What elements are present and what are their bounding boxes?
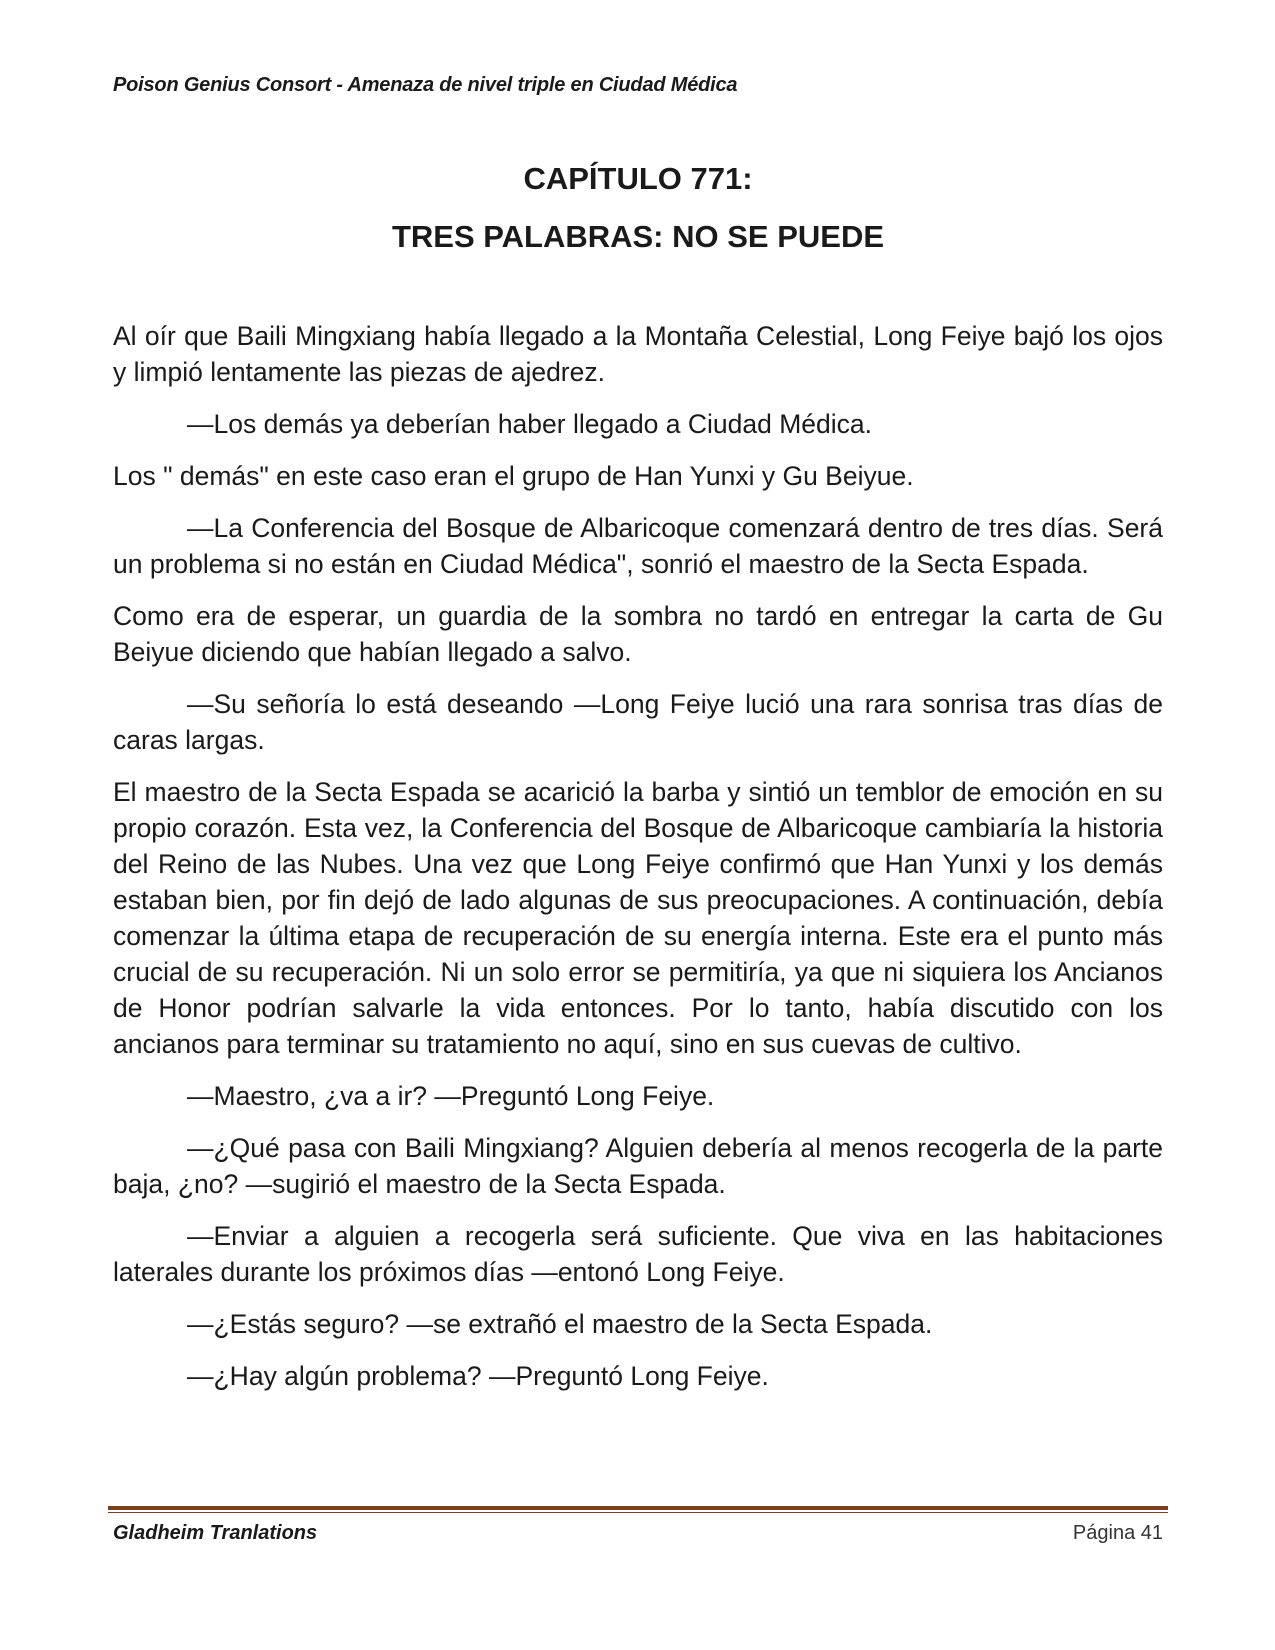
paragraph: —Maestro, ¿va a ir? —Preguntó Long Feiye. — [187, 1081, 715, 1111]
paragraph: —Su señoría lo está deseando —Long Feiye lució una rara sonrisa tras días de caras largas. — [113, 689, 1163, 755]
chapter-body — [113, 318, 1163, 1410]
footer-translator: Gladheim Tranlations — [113, 1522, 318, 1544]
paragraph: —Enviar a alguien a recogerla será suficiente. Que viva en las habitaciones laterales durante los próximos días —entonó Long Feiye. — [113, 1221, 1163, 1287]
paragraph: —¿Estás seguro? —se extrañó el maestro de la Secta Espada. — [187, 1309, 933, 1339]
paragraph: El maestro de la Secta Espada se acarició la barba y sintió un temblor de emoción en su propio corazón. Esta vez, la Conferencia del Bosque de Albaricoque cambiaría la historia del Reino de las Nubes. Una vez que Long Feiye confirmó que Han Yunxi y los demás estaban bien, por fin dejó de lado algunas de sus preocupaciones. A continuación, debía comenzar la última etapa de recuperación de su energía interna. Este era el punto más crucial de su recuperación. Ni un solo error se permitiría, ya que ni siquiera los Ancianos de Honor podrían salvarle la vida entonces. Por lo tanto, había discutido con los ancianos para terminar su tratamiento no aquí, sino en sus cuevas de cultivo. — [113, 777, 1163, 1059]
running-header: Poison Genius Consort - Amenaza de nivel triple en Ciudad Médica — [113, 74, 738, 96]
paragraph: —¿Hay algún problema? —Preguntó Long Feiye. — [187, 1361, 769, 1391]
chapter-number: CAPÍTULO 771: — [523, 161, 753, 196]
paragraph: Los " demás" en este caso eran el grupo de Han Yunxi y Gu Beiyue. — [113, 461, 914, 491]
paragraph: Al oír que Baili Mingxiang había llegado a la Montaña Celestial, Long Feiye bajó los ojos y limpió lentamente las piezas de ajedrez. — [113, 321, 1163, 387]
paragraph: —La Conferencia del Bosque de Albaricoque comenzará dentro de tres días. Será un problema si no están en Ciudad Médica", sonrió el maestro de la Secta Espada. — [113, 513, 1163, 579]
page-number: Página 41 — [1072, 1522, 1163, 1544]
chapter-heading: TRES PALABRAS: NO SE PUEDE — [391, 219, 885, 254]
paragraph: Como era de esperar, un guardia de la sombra no tardó en entregar la carta de Gu Beiyue diciendo que habían llegado a salvo. — [113, 601, 1163, 667]
chapter-title — [113, 150, 1163, 266]
footer-divider-thick — [108, 1506, 1168, 1510]
paragraph: —Los demás ya deberían haber llegado a Ciudad Médica. — [187, 409, 873, 439]
footer-divider — [108, 1506, 1168, 1513]
paragraph: —¿Qué pasa con Baili Mingxiang? Alguien debería al menos recogerla de la parte baja, ¿no? —sugirió el maestro de la Secta Espada. — [113, 1133, 1163, 1199]
footer-divider-thin — [108, 1512, 1168, 1513]
